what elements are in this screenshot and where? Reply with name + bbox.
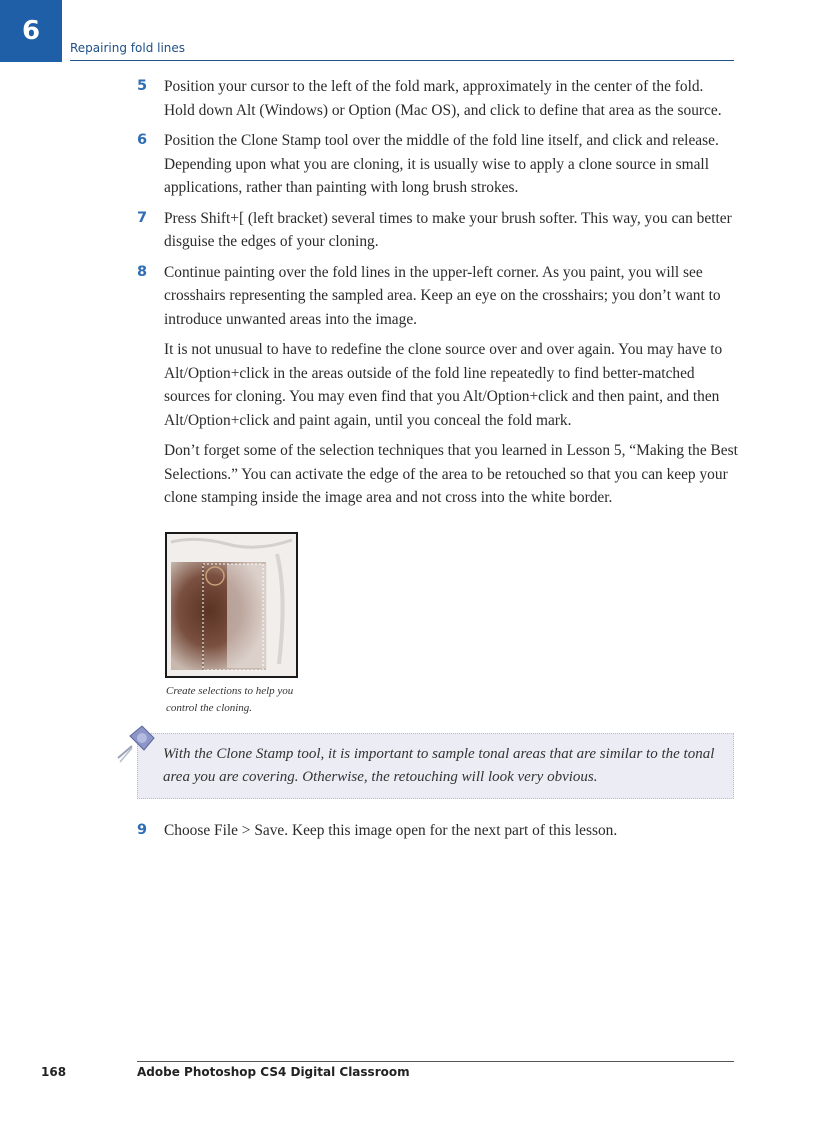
step-text: Continue painting over the fold lines in the upper-left corner. As you paint, you will see crosshairs representing the sampled area. Keep an eye on the crosshairs; you don’t want to introduce unwanted areas into the image. [164,263,721,328]
step-number: 7 [137,209,148,226]
figure-caption: Create selections to help you control the cloning. [166,685,294,714]
step-item [137,819,764,843]
book-title: Adobe Photoshop CS4 Digital Classroom [137,1065,410,1079]
body-paragraph: It is not unusual to have to redefine the clone source over and over again. You may have to Alt/Option+click in the areas outside of the fold line repeatedly to find better-matched sources for cloning. You may even find that you Alt/Option+click and then paint, and then Alt/Option+click and paint again, until you conceal the fold mark. [164,341,723,429]
header-rule [70,60,734,61]
step-number: 9 [137,822,148,838]
clone-selection-figure [165,532,298,678]
running-head: Repairing fold lines [70,41,186,55]
photo-illustration [167,534,296,676]
step-text: Position your cursor to the left of the fold mark, approximately in the center of the fold. Hold down Alt (Windows) or Option (Mac OS), and click to define that area as the source. [164,78,722,119]
step-number: 6 [137,132,148,148]
chapter-number-tab: 6 [0,0,62,62]
step-text: Choose File > Save. Keep this image open for the next part of this lesson. [164,822,618,839]
step-item [137,75,737,122]
page-number: 168 [41,1065,67,1079]
steps-list [137,75,737,517]
body-paragraph: Don’t forget some of the selection techniques that you learned in Lesson 5, “Making the Best Selections.” You can activate the edge of the area to be retouched so that you can keep your clone stamping inside the image area and not cross into the white border. [164,442,738,506]
footer-rule [137,1061,734,1062]
step-number: 5 [137,78,148,94]
step-item [137,261,737,332]
step-item [137,129,737,200]
step-text: Position the Clone Stamp tool over the middle of the fold line itself, and click and release. Depending upon what you are cloning, it is usually wise to apply a clone source in small applications, rather than painting with long brush strokes. [164,132,719,196]
pushpin-icon [112,722,160,766]
step-text: Press Shift+[ (left bracket) several times to make your brush softer. This way, you can better disguise the edges of your cloning. [164,209,732,250]
step-item [137,207,737,254]
step-number: 8 [137,263,148,280]
tip-text: With the Clone Stamp tool, it is important to sample tonal areas that are similar to the tonal area you are covering. Otherwise, the retouching will look very obvious. [163,746,715,785]
